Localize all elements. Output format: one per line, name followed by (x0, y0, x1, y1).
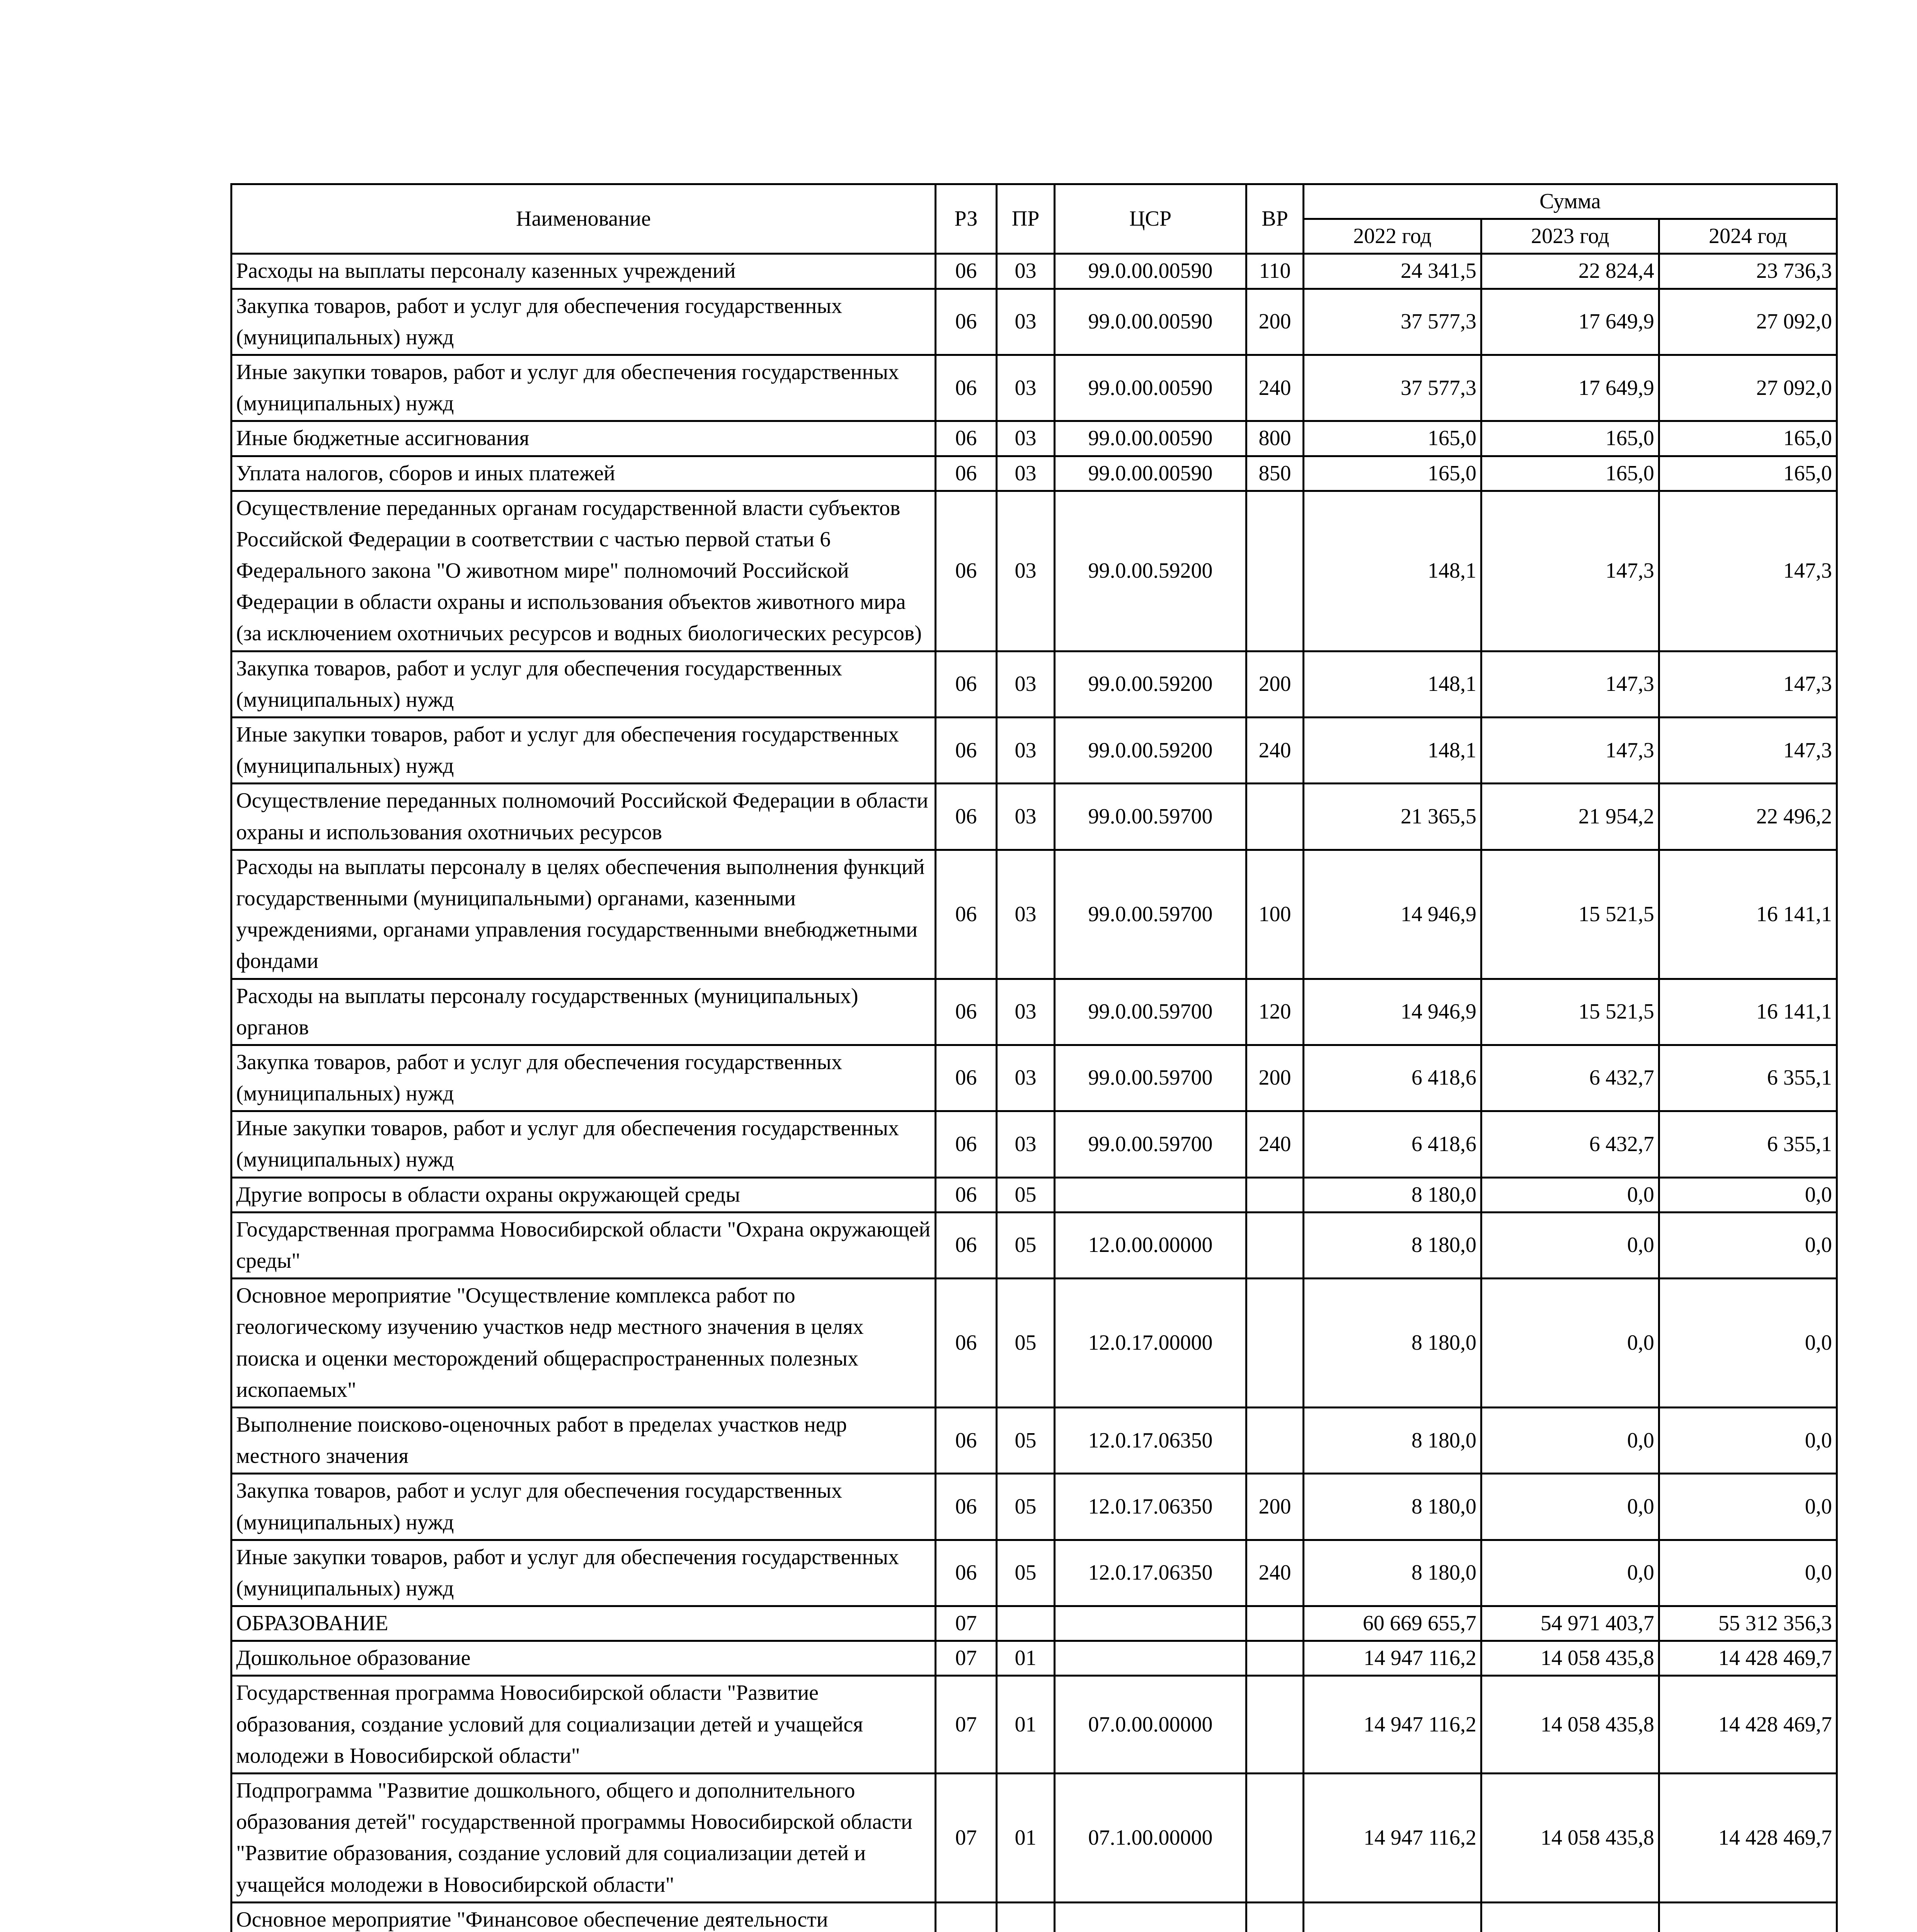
table-row (232, 1177, 1837, 1212)
cell-2022: 8 180,0 (1304, 1279, 1481, 1408)
cell-2023: 0,0 (1481, 1407, 1659, 1473)
cell-csr (1055, 1641, 1246, 1676)
cell-vr (1246, 491, 1304, 651)
cell-pr: 03 (997, 979, 1055, 1045)
cell-2023: 17 649,9 (1481, 289, 1659, 355)
table-row (232, 1676, 1837, 1774)
cell-2023: 14 058 435,8 (1481, 1641, 1659, 1676)
table-row (232, 1212, 1837, 1278)
cell-name: Иные бюджетные ассигнования (232, 421, 936, 456)
cell-2024: 27 092,0 (1659, 289, 1837, 355)
header-2024: 2024 год (1659, 219, 1837, 254)
table-row (232, 1902, 1837, 1932)
cell-2022: 14 947 116,2 (1304, 1676, 1481, 1774)
cell-vr (1246, 1641, 1304, 1676)
cell-pr: 01 (997, 1641, 1055, 1676)
cell-2024: 0,0 (1659, 1279, 1837, 1408)
cell-pr (997, 1902, 1055, 1932)
cell-2024: 6 355,1 (1659, 1045, 1837, 1111)
cell-2024: 0,0 (1659, 1540, 1837, 1606)
cell-2023: 17 649,9 (1481, 355, 1659, 421)
cell-2024: 0,0 (1659, 1212, 1837, 1278)
cell-vr: 100 (1246, 850, 1304, 979)
cell-2022: 14 946,9 (1304, 979, 1481, 1045)
cell-pr: 01 (997, 1676, 1055, 1774)
cell-2024: 147,3 (1659, 718, 1837, 784)
cell-rz: 06 (936, 1111, 997, 1177)
cell-2023: 0,0 (1481, 1177, 1659, 1212)
table-row (232, 254, 1837, 289)
cell-csr: 99.0.00.59700 (1055, 850, 1246, 979)
cell-vr: 240 (1246, 1111, 1304, 1177)
cell-2022: 165,0 (1304, 421, 1481, 456)
cell-2023: 22 824,4 (1481, 254, 1659, 289)
cell-rz: 06 (936, 784, 997, 850)
cell-csr: 99.0.00.00590 (1055, 421, 1246, 456)
cell-name: Основное мероприятие "Осуществление комплекса работ по геологическому изучению участков недр местного значения в целях поиска и оценки месторождений общераспространенных полезных ископаемых" (232, 1279, 936, 1408)
cell-2022: 8 180,0 (1304, 1540, 1481, 1606)
cell-2023: 54 971 403,7 (1481, 1606, 1659, 1641)
cell-rz (936, 1902, 997, 1932)
cell-csr: 99.0.00.00590 (1055, 456, 1246, 491)
cell-rz: 06 (936, 1045, 997, 1111)
cell-pr: 03 (997, 850, 1055, 979)
cell-name: Закупка товаров, работ и услуг для обеспечения государственных (муниципальных) нужд (232, 289, 936, 355)
cell-csr: 99.0.00.00590 (1055, 254, 1246, 289)
cell-rz: 06 (936, 1177, 997, 1212)
cell-vr: 200 (1246, 1474, 1304, 1540)
cell-2024: 16 141,1 (1659, 979, 1837, 1045)
cell-2024: 147,3 (1659, 651, 1837, 717)
table-row (232, 651, 1837, 717)
cell-rz: 06 (936, 1279, 997, 1408)
cell-2022: 14 946,9 (1304, 850, 1481, 979)
table-row (232, 456, 1837, 491)
cell-pr: 03 (997, 254, 1055, 289)
cell-2022: 165,0 (1304, 456, 1481, 491)
cell-vr (1246, 784, 1304, 850)
cell-2022: 14 947 116,2 (1304, 1641, 1481, 1676)
cell-csr: 99.0.00.00590 (1055, 289, 1246, 355)
table-row (232, 1279, 1837, 1408)
cell-pr: 05 (997, 1177, 1055, 1212)
cell-csr: 99.0.00.59200 (1055, 651, 1246, 717)
cell-rz: 06 (936, 355, 997, 421)
cell-rz: 06 (936, 456, 997, 491)
cell-name: Основное мероприятие "Финансовое обеспечение деятельности (232, 1902, 936, 1932)
cell-2022: 6 418,6 (1304, 1045, 1481, 1111)
cell-2024: 55 312 356,3 (1659, 1606, 1837, 1641)
cell-name: Расходы на выплаты персоналу казенных учреждений (232, 254, 936, 289)
cell-2022: 8 180,0 (1304, 1212, 1481, 1278)
table-row (232, 850, 1837, 979)
cell-csr: 12.0.17.00000 (1055, 1279, 1246, 1408)
cell-2024: 16 141,1 (1659, 850, 1837, 979)
table-row (232, 979, 1837, 1045)
cell-pr: 03 (997, 456, 1055, 491)
cell-csr: 99.0.00.59700 (1055, 784, 1246, 850)
cell-2022: 8 180,0 (1304, 1177, 1481, 1212)
table-row (232, 718, 1837, 784)
cell-2022: 148,1 (1304, 491, 1481, 651)
cell-2023: 6 432,7 (1481, 1045, 1659, 1111)
cell-2024: 22 496,2 (1659, 784, 1837, 850)
table-row (232, 1111, 1837, 1177)
cell-rz: 06 (936, 979, 997, 1045)
table-row (232, 1540, 1837, 1606)
cell-vr: 240 (1246, 718, 1304, 784)
cell-rz: 06 (936, 1540, 997, 1606)
cell-vr: 850 (1246, 456, 1304, 491)
cell-2023: 0,0 (1481, 1279, 1659, 1408)
table-row (232, 784, 1837, 850)
table-row (232, 421, 1837, 456)
cell-name: Закупка товаров, работ и услуг для обеспечения государственных (муниципальных) нужд (232, 1474, 936, 1540)
header-pr: ПР (997, 184, 1055, 254)
table-row (232, 289, 1837, 355)
cell-2024: 23 736,3 (1659, 254, 1837, 289)
cell-vr: 200 (1246, 651, 1304, 717)
cell-csr: 07.0.00.00000 (1055, 1676, 1246, 1774)
table-row (232, 1774, 1837, 1903)
cell-2022: 148,1 (1304, 718, 1481, 784)
cell-2024: 147,3 (1659, 491, 1837, 651)
cell-2023: 0,0 (1481, 1474, 1659, 1540)
cell-rz: 07 (936, 1606, 997, 1641)
cell-2022: 8 180,0 (1304, 1474, 1481, 1540)
cell-2024: 14 428 469,7 (1659, 1774, 1837, 1903)
cell-2023: 15 521,5 (1481, 850, 1659, 979)
cell-vr: 800 (1246, 421, 1304, 456)
table-row (232, 1606, 1837, 1641)
cell-vr: 110 (1246, 254, 1304, 289)
cell-name: Иные закупки товаров, работ и услуг для обеспечения государственных (муниципальных) нужд (232, 1540, 936, 1606)
cell-name: Иные закупки товаров, работ и услуг для обеспечения государственных (муниципальных) нужд (232, 355, 936, 421)
cell-name: Уплата налогов, сборов и иных платежей (232, 456, 936, 491)
cell-name: Расходы на выплаты персоналу государственных (муниципальных) органов (232, 979, 936, 1045)
cell-csr (1055, 1177, 1246, 1212)
budget-table (230, 183, 1838, 1932)
header-2023: 2023 год (1481, 219, 1659, 254)
cell-csr: 99.0.00.59200 (1055, 718, 1246, 784)
cell-2024: 0,0 (1659, 1407, 1837, 1473)
cell-2022: 60 669 655,7 (1304, 1606, 1481, 1641)
cell-vr: 240 (1246, 355, 1304, 421)
cell-rz: 06 (936, 651, 997, 717)
header-name: Наименование (232, 184, 936, 254)
cell-vr: 120 (1246, 979, 1304, 1045)
cell-2024: 14 428 469,7 (1659, 1676, 1837, 1774)
cell-csr (1055, 1902, 1246, 1932)
cell-name: Выполнение поисково-оценочных работ в пределах участков недр местного значения (232, 1407, 936, 1473)
cell-name: Другие вопросы в области охраны окружающей среды (232, 1177, 936, 1212)
cell-2022: 14 947 116,2 (1304, 1774, 1481, 1903)
cell-name: Закупка товаров, работ и услуг для обеспечения государственных (муниципальных) нужд (232, 651, 936, 717)
cell-pr: 03 (997, 651, 1055, 717)
cell-vr: 200 (1246, 1045, 1304, 1111)
cell-pr: 05 (997, 1407, 1055, 1473)
cell-2023: 21 954,2 (1481, 784, 1659, 850)
cell-rz: 06 (936, 1212, 997, 1278)
cell-pr: 03 (997, 421, 1055, 456)
cell-pr: 05 (997, 1212, 1055, 1278)
cell-csr: 99.0.00.59200 (1055, 491, 1246, 651)
cell-pr: 05 (997, 1279, 1055, 1408)
cell-pr: 03 (997, 355, 1055, 421)
cell-rz: 07 (936, 1641, 997, 1676)
cell-csr: 12.0.00.00000 (1055, 1212, 1246, 1278)
cell-rz: 06 (936, 289, 997, 355)
cell-pr: 03 (997, 784, 1055, 850)
cell-pr: 01 (997, 1774, 1055, 1903)
header-csr: ЦСР (1055, 184, 1246, 254)
table-row (232, 1641, 1837, 1676)
cell-vr (1246, 1279, 1304, 1408)
cell-2024 (1659, 1902, 1837, 1932)
cell-2023 (1481, 1902, 1659, 1932)
cell-name: Осуществление переданных органам государственной власти субъектов Российской Федерации в соответствии с частью первой статьи 6 Федерального закона "О животном мире" полномочий Российской Федерации в области охраны и использования объектов животного мира (за исключением охотничьих ресурсов и водных биологических ресурсов) (232, 491, 936, 651)
cell-name: Государственная программа Новосибирской области "Охрана окружающей среды" (232, 1212, 936, 1278)
cell-2024: 27 092,0 (1659, 355, 1837, 421)
cell-vr (1246, 1774, 1304, 1903)
cell-vr (1246, 1407, 1304, 1473)
cell-2023: 165,0 (1481, 421, 1659, 456)
header-sum: Сумма (1304, 184, 1837, 219)
cell-rz: 06 (936, 850, 997, 979)
cell-pr: 03 (997, 289, 1055, 355)
cell-2024: 0,0 (1659, 1474, 1837, 1540)
cell-rz: 07 (936, 1676, 997, 1774)
table-row (232, 355, 1837, 421)
cell-pr (997, 1606, 1055, 1641)
cell-csr: 07.1.00.00000 (1055, 1774, 1246, 1903)
cell-name: ОБРАЗОВАНИЕ (232, 1606, 936, 1641)
cell-vr (1246, 1606, 1304, 1641)
cell-2023: 0,0 (1481, 1540, 1659, 1606)
table-row (232, 1407, 1837, 1473)
cell-vr (1246, 1676, 1304, 1774)
cell-name: Подпрограмма "Развитие дошкольного, общего и дополнительного образования детей" государственной программы Новосибирской области "Развитие образования, создание условий для социализации детей и учащейся молодежи в Новосибирской области" (232, 1774, 936, 1903)
cell-csr: 12.0.17.06350 (1055, 1540, 1246, 1606)
cell-name: Расходы на выплаты персоналу в целях обеспечения выполнения функций государственными (муниципальными) органами, казенными учреждениями, органами управления государственными внебюджетными фондами (232, 850, 936, 979)
cell-2023: 0,0 (1481, 1212, 1659, 1278)
cell-2023: 6 432,7 (1481, 1111, 1659, 1177)
cell-2024: 165,0 (1659, 456, 1837, 491)
cell-name: Иные закупки товаров, работ и услуг для обеспечения государственных (муниципальных) нужд (232, 1111, 936, 1177)
cell-csr: 99.0.00.59700 (1055, 979, 1246, 1045)
cell-2022: 37 577,3 (1304, 355, 1481, 421)
cell-pr: 05 (997, 1540, 1055, 1606)
cell-csr: 99.0.00.59700 (1055, 1111, 1246, 1177)
cell-csr: 99.0.00.00590 (1055, 355, 1246, 421)
cell-csr: 12.0.17.06350 (1055, 1407, 1246, 1473)
table-body (232, 254, 1837, 1932)
cell-vr (1246, 1212, 1304, 1278)
cell-name: Осуществление переданных полномочий Российской Федерации в области охраны и использования охотничьих ресурсов (232, 784, 936, 850)
cell-2023: 147,3 (1481, 718, 1659, 784)
cell-name: Дошкольное образование (232, 1641, 936, 1676)
cell-csr: 99.0.00.59700 (1055, 1045, 1246, 1111)
cell-2022: 148,1 (1304, 651, 1481, 717)
cell-2022 (1304, 1902, 1481, 1932)
cell-2023: 14 058 435,8 (1481, 1676, 1659, 1774)
cell-vr: 200 (1246, 289, 1304, 355)
cell-csr (1055, 1606, 1246, 1641)
cell-rz: 06 (936, 1407, 997, 1473)
cell-2024: 14 428 469,7 (1659, 1641, 1837, 1676)
cell-pr: 03 (997, 1111, 1055, 1177)
cell-2022: 6 418,6 (1304, 1111, 1481, 1177)
table-row (232, 1474, 1837, 1540)
cell-2022: 21 365,5 (1304, 784, 1481, 850)
cell-rz: 06 (936, 421, 997, 456)
cell-2022: 24 341,5 (1304, 254, 1481, 289)
cell-rz: 06 (936, 254, 997, 289)
header-vr: ВР (1246, 184, 1304, 254)
cell-vr: 240 (1246, 1540, 1304, 1606)
cell-pr: 03 (997, 718, 1055, 784)
cell-name: Государственная программа Новосибирской области "Развитие образования, создание условий для социализации детей и учащейся молодежи в Новосибирской области" (232, 1676, 936, 1774)
cell-2023: 165,0 (1481, 456, 1659, 491)
cell-name: Закупка товаров, работ и услуг для обеспечения государственных (муниципальных) нужд (232, 1045, 936, 1111)
cell-pr: 03 (997, 1045, 1055, 1111)
cell-rz: 06 (936, 718, 997, 784)
cell-rz: 06 (936, 491, 997, 651)
cell-2022: 8 180,0 (1304, 1407, 1481, 1473)
cell-vr (1246, 1902, 1304, 1932)
table-header (232, 184, 1837, 254)
cell-2023: 14 058 435,8 (1481, 1774, 1659, 1903)
cell-csr: 12.0.17.06350 (1055, 1474, 1246, 1540)
cell-name: Иные закупки товаров, работ и услуг для обеспечения государственных (муниципальных) нужд (232, 718, 936, 784)
cell-pr: 05 (997, 1474, 1055, 1540)
cell-2023: 147,3 (1481, 651, 1659, 717)
header-2022: 2022 год (1304, 219, 1481, 254)
cell-rz: 06 (936, 1474, 997, 1540)
cell-vr (1246, 1177, 1304, 1212)
table-row (232, 1045, 1837, 1111)
table-row (232, 491, 1837, 651)
cell-2024: 0,0 (1659, 1177, 1837, 1212)
cell-2023: 15 521,5 (1481, 979, 1659, 1045)
cell-2022: 37 577,3 (1304, 289, 1481, 355)
header-rz: РЗ (936, 184, 997, 254)
cell-2024: 165,0 (1659, 421, 1837, 456)
cell-2023: 147,3 (1481, 491, 1659, 651)
cell-rz: 07 (936, 1774, 997, 1903)
cell-pr: 03 (997, 491, 1055, 651)
cell-2024: 6 355,1 (1659, 1111, 1837, 1177)
